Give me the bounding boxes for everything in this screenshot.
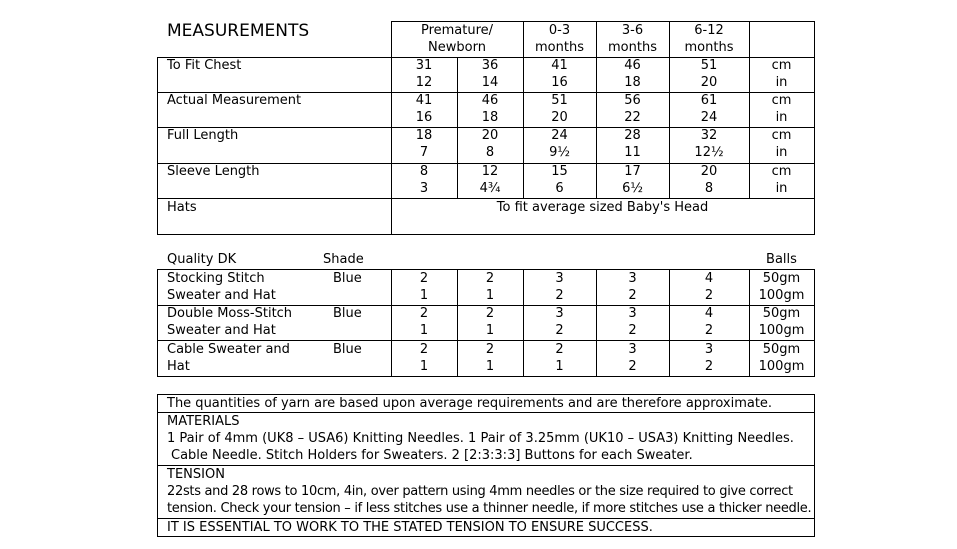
- rule: [157, 412, 815, 413]
- cell: 11: [624, 145, 641, 160]
- cell: 2: [628, 288, 637, 303]
- cell: 1: [485, 323, 495, 338]
- cell: 51: [551, 93, 568, 108]
- cell: 8: [419, 164, 429, 179]
- cell: 3: [628, 271, 637, 286]
- cell: 3: [555, 306, 564, 321]
- cell: 20: [551, 110, 568, 125]
- tension-warning: IT IS ESSENTIAL TO WORK TO THE STATED TENSION TO ENSURE SUCCESS.: [167, 520, 653, 535]
- quality-label: Quality DK: [167, 252, 237, 267]
- cell: 2: [555, 323, 564, 338]
- cell: 2: [628, 359, 637, 374]
- cell: 46: [481, 93, 499, 108]
- cell: 18: [481, 110, 499, 125]
- rule: [157, 269, 158, 377]
- cell: 20: [700, 75, 718, 90]
- cell: 3: [555, 271, 564, 286]
- cell: 2: [555, 342, 564, 357]
- shade-value: Blue: [333, 306, 362, 321]
- cell: 12: [415, 75, 433, 90]
- cell: 24: [700, 110, 718, 125]
- cell: 2: [704, 359, 714, 374]
- unit: in: [775, 181, 788, 196]
- unit: 50gm: [762, 306, 801, 321]
- tension-text: 22sts and 28 rows to 10cm, 4in, over pattern using 4mm needles or the size required to give correct: [167, 484, 793, 499]
- cell: 8: [485, 145, 495, 160]
- yarn-row-label: Hat: [167, 359, 190, 374]
- yarn-row-label: Double Moss-Stitch: [167, 306, 293, 321]
- cell: 20: [481, 128, 499, 143]
- cell: 31: [415, 58, 433, 73]
- hats-note: To fit average sized Baby's Head: [496, 200, 709, 215]
- cell: 14: [481, 75, 499, 90]
- cell: 17: [624, 164, 641, 179]
- row-label: Actual Measurement: [167, 93, 302, 108]
- cell: 2: [419, 306, 429, 321]
- cell: 4: [704, 271, 714, 286]
- cell: 56: [624, 93, 641, 108]
- materials-heading: MATERIALS: [167, 414, 240, 429]
- cell: 2: [419, 271, 429, 286]
- cell: 3: [628, 342, 637, 357]
- cell: 2: [485, 342, 495, 357]
- cell: 2: [704, 288, 714, 303]
- size-header: 6-12: [694, 23, 724, 38]
- cell: 41: [551, 58, 568, 73]
- quantities-note: The quantities of yarn are based upon average requirements and are therefore approximate.: [167, 396, 773, 411]
- tension-text: tension. Check your tension – if less stitches use a thinner needle, if more stitches use a thicker needle.: [167, 501, 812, 516]
- unit: cm: [771, 164, 792, 179]
- cell: 1: [485, 359, 495, 374]
- shade-value: Blue: [333, 271, 362, 286]
- rule: [157, 394, 158, 537]
- rule: [157, 234, 815, 235]
- rule: [157, 376, 815, 377]
- cell: 2: [485, 271, 495, 286]
- unit: 100gm: [758, 288, 805, 303]
- unit: 100gm: [758, 359, 805, 374]
- yarn-row-label: Sweater and Hat: [167, 323, 276, 338]
- cell: 32: [700, 128, 718, 143]
- yarn-row-label: Stocking Stitch: [167, 271, 265, 286]
- rule: [814, 21, 815, 235]
- cell: 24: [551, 128, 568, 143]
- rule: [814, 269, 815, 377]
- cell: 2: [628, 323, 637, 338]
- cell: 12: [481, 164, 499, 179]
- shade-label: Shade: [323, 252, 364, 267]
- unit: 100gm: [758, 323, 805, 338]
- cell: 46: [624, 58, 641, 73]
- cell: 2: [704, 323, 714, 338]
- unit: in: [775, 75, 788, 90]
- size-header: months: [608, 40, 657, 55]
- cell: 1: [555, 359, 564, 374]
- cell: 8: [704, 181, 714, 196]
- size-header: 3-6: [621, 23, 644, 38]
- cell: 16: [415, 110, 433, 125]
- unit: 50gm: [762, 342, 801, 357]
- cell: 16: [551, 75, 568, 90]
- unit: cm: [771, 58, 792, 73]
- cell: 7: [419, 145, 429, 160]
- size-header: Newborn: [428, 40, 486, 55]
- cell: 6: [555, 181, 564, 196]
- size-header: months: [535, 40, 584, 55]
- page-title: MEASUREMENTS: [167, 21, 310, 41]
- cell: 61: [700, 93, 718, 108]
- cell: 18: [415, 128, 433, 143]
- cell: 36: [481, 58, 499, 73]
- cell: 22: [624, 110, 641, 125]
- cell: 3: [628, 306, 637, 321]
- row-label: To Fit Chest: [167, 58, 242, 73]
- cell: 41: [415, 93, 433, 108]
- cell: 2: [485, 306, 495, 321]
- cell: 20: [700, 164, 718, 179]
- cell: 12½: [694, 145, 724, 160]
- rule: [157, 57, 158, 235]
- materials-text: 1 Pair of 4mm (UK8 – USA6) Knitting Needles. 1 Pair of 3.25mm (UK10 – USA3) Knitting Needles.: [167, 431, 794, 446]
- row-label: Hats: [167, 200, 197, 215]
- cell: 1: [419, 288, 429, 303]
- cell: 1: [419, 359, 429, 374]
- cell: 1: [419, 323, 429, 338]
- yarn-row-label: Cable Sweater and: [167, 342, 290, 357]
- size-header: Premature/: [420, 23, 494, 38]
- rule: [157, 536, 815, 537]
- cell: 9½: [549, 145, 570, 160]
- cell: 1: [485, 288, 495, 303]
- shade-value: Blue: [333, 342, 362, 357]
- yarn-row-label: Sweater and Hat: [167, 288, 276, 303]
- balls-label: Balls: [766, 252, 797, 267]
- cell: 18: [624, 75, 641, 90]
- rule: [814, 394, 815, 537]
- row-label: Sleeve Length: [167, 164, 260, 179]
- unit: in: [775, 145, 788, 160]
- size-header: 0-3: [548, 23, 571, 38]
- cell: 3: [419, 181, 429, 196]
- unit: cm: [771, 128, 792, 143]
- cell: 51: [700, 58, 718, 73]
- cell: 6½: [622, 181, 643, 196]
- tension-heading: TENSION: [167, 467, 225, 482]
- cell: 2: [419, 342, 429, 357]
- unit: 50gm: [762, 271, 801, 286]
- cell: 28: [624, 128, 641, 143]
- cell: 3: [704, 342, 714, 357]
- rule: [157, 465, 815, 466]
- cell: 15: [551, 164, 568, 179]
- row-label: Full Length: [167, 128, 239, 143]
- cell: 4: [704, 306, 714, 321]
- unit: in: [775, 110, 788, 125]
- materials-text: Cable Needle. Stitch Holders for Sweaters. 2 [2:3:3:3] Buttons for each Sweater.: [171, 448, 693, 463]
- unit: cm: [771, 93, 792, 108]
- cell: 2: [555, 288, 564, 303]
- size-header: months: [684, 40, 734, 55]
- cell: 4¾: [479, 181, 501, 196]
